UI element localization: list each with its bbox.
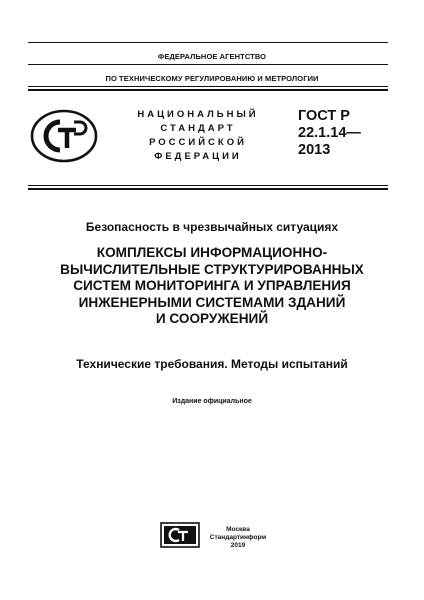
standard-label-line: РОССИЙСКОЙ <box>149 137 247 148</box>
standard-label-line: СТАНДАРТ <box>160 123 236 134</box>
standard-label-line: ФЕДЕРАЦИИ <box>154 151 242 162</box>
publisher-name: Стандартинформ <box>209 533 267 541</box>
top-rule-4 <box>28 89 388 91</box>
title-line: КОМПЛЕКСЫ ИНФОРМАЦИОННО- <box>96 245 328 260</box>
agency-line-1: ФЕДЕРАЛЬНОЕ АГЕНТСТВО <box>157 52 267 61</box>
gost-emblem-icon <box>30 108 98 164</box>
title-line: СИСТЕМ МОНИТОРИНГА И УПРАВЛЕНИЯ <box>73 278 351 293</box>
standard-label <box>128 108 268 164</box>
edition-note: Издание официальное <box>172 398 252 405</box>
publisher-year: 2019 <box>230 541 246 549</box>
publisher-city: Москва <box>226 526 250 533</box>
header-bottom-rule-1 <box>28 185 388 186</box>
title-line: И СООРУЖЕНИЙ <box>155 311 269 326</box>
document-subject: Безопасность в чрезвычайных ситуациях <box>85 220 339 234</box>
publisher-block <box>208 526 268 549</box>
header-bottom-rule-2 <box>28 188 388 190</box>
top-rule-1 <box>28 42 388 43</box>
title-line: ВЫЧИСЛИТЕЛЬНЫЕ СТРУКТУРИРОВАННЫХ <box>60 261 364 277</box>
gost-number <box>298 108 361 159</box>
emblem-glyphs: РСТ <box>62 138 66 140</box>
standartinform-logo-icon <box>160 522 200 548</box>
document-title <box>0 245 424 328</box>
gost-number-line: ГОСТ Р <box>298 108 350 124</box>
gost-number-line: 2013 <box>298 142 331 158</box>
top-rule-2 <box>28 64 388 65</box>
gost-number-line: 22.1.14— <box>298 125 361 141</box>
standard-label-line: НАЦИОНАЛЬНЫЙ <box>137 109 259 120</box>
title-line: ИНЖЕНЕРНЫМИ СИСТЕМАМИ ЗДАНИЙ <box>78 294 346 310</box>
top-rule-3 <box>28 86 388 87</box>
document-subtitle: Технические требования. Методы испытаний <box>76 357 348 371</box>
agency-line-2: ПО ТЕХНИЧЕСКОМУ РЕГУЛИРОВАНИЮ И МЕТРОЛОГИИ <box>105 74 319 83</box>
